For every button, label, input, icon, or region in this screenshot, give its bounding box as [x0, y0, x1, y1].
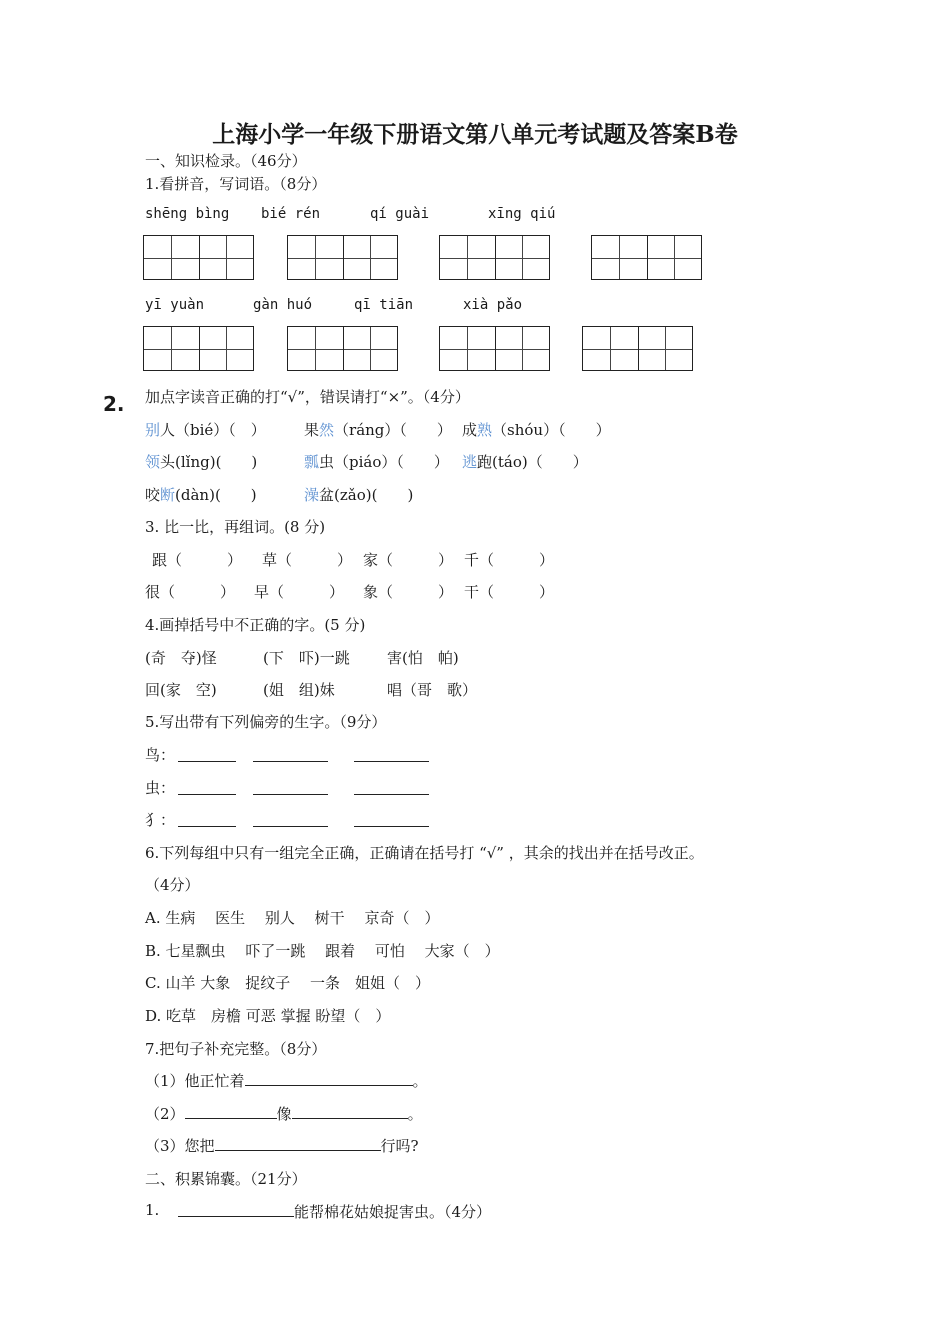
section-1-heading: 一、知识检录。（46分）: [145, 152, 307, 170]
q3-item: 象（ ）: [363, 583, 454, 601]
pinyin-2: bié rén: [261, 206, 321, 222]
answer-line[interactable]: [292, 1103, 408, 1119]
q3-item: 家（ ）: [363, 551, 454, 569]
q4-item: (奇 夺)怪: [145, 649, 217, 667]
q5-heading: 5.写出带有下列偏旁的生字。（9分）: [145, 713, 387, 731]
pinyin-4: xīng qiú: [488, 206, 556, 222]
q3-item: 跟（ ）: [152, 551, 243, 569]
writing-grid[interactable]: [439, 326, 550, 371]
answer-line[interactable]: [185, 1103, 277, 1119]
q4-item: (下 吓)一跳: [263, 649, 350, 667]
q5-label: 鸟：: [145, 746, 176, 764]
q5-label: 虫：: [145, 779, 176, 797]
writing-grid[interactable]: [591, 235, 702, 280]
answer-line[interactable]: [245, 1070, 413, 1086]
pinyin-7: qī tiān: [354, 297, 414, 313]
s2-q1-number: 1.: [145, 1201, 160, 1219]
q4-item: 害(怕 帕): [387, 649, 459, 667]
q3-item: 干（ ）: [464, 583, 555, 601]
q3-item: 草（ ）: [262, 551, 353, 569]
q4-item: 回(家 空): [145, 681, 217, 699]
q2-item: 澡盆(zǎo)( ): [304, 486, 414, 504]
q6-score: （4分）: [145, 876, 200, 894]
q4-item: 唱（哥 歌）: [387, 681, 478, 699]
q3-heading: 3. 比一比，再组词。(8 分): [145, 518, 326, 536]
answer-line[interactable]: [178, 826, 236, 827]
answer-line[interactable]: [178, 1201, 294, 1217]
page-title: 上海小学一年级下册语文第八单元考试题及答案B卷: [212, 121, 738, 148]
answer-line[interactable]: [178, 761, 236, 762]
section-2-heading: 二、积累锦囊。（21分）: [145, 1170, 307, 1188]
answer-line[interactable]: [354, 826, 429, 827]
q7-sentence-2: （2） 像 。: [145, 1105, 423, 1123]
q2-number: 2.: [103, 392, 125, 416]
q2-item: 咬断(dàn)( ): [145, 486, 257, 504]
writing-grid[interactable]: [143, 326, 254, 371]
q6-option: D. 吃草 房檐 可恶 掌握 盼望（ ）: [145, 1007, 391, 1025]
writing-grid[interactable]: [143, 235, 254, 280]
q6-heading: 6.下列每组中只有一组完全正确，正确请在括号打 “√” ，其余的找出并在括号改正。: [145, 844, 704, 862]
answer-line[interactable]: [354, 761, 429, 762]
answer-line[interactable]: [215, 1135, 381, 1151]
writing-grid[interactable]: [439, 235, 550, 280]
q2-item: 成熟（shóu）（ ）: [462, 421, 611, 439]
q2-item: 瓢虫（piáo）（ ）: [304, 453, 449, 471]
q4-item: (姐 组)妹: [263, 681, 335, 699]
q2-item: 领头(lǐng)( ): [145, 453, 258, 471]
pinyin-6: gàn huó: [253, 297, 313, 313]
q2-item: 逃跑(táo)（ ）: [462, 453, 588, 471]
pinyin-3: qí guài: [370, 206, 430, 222]
answer-line[interactable]: [253, 826, 328, 827]
q2-item: 别人（bié）（ ）: [145, 421, 266, 439]
answer-line[interactable]: [178, 794, 236, 795]
q2-heading: 加点字读音正确的打“√”，错误请打“×”。（4分）: [145, 388, 470, 406]
q6-option: B. 七星飘虫 吓了一跳 跟着 可怕 大家（ ）: [145, 942, 500, 960]
pinyin-1: shēng bìng: [145, 206, 230, 222]
q4-heading: 4.画掉括号中不正确的字。(5 分): [145, 616, 366, 634]
writing-grid[interactable]: [287, 235, 398, 280]
q2-item: 果然（ráng）（ ）: [304, 421, 452, 439]
q6-option: A. 生病 医生 别人 树干 京奇（ ）: [145, 909, 440, 927]
answer-line[interactable]: [253, 761, 328, 762]
q5-label: 犭：: [145, 811, 176, 829]
q3-item: 很（ ）: [145, 583, 236, 601]
writing-grid[interactable]: [582, 326, 693, 371]
q1-heading: 1.看拼音，写词语。（8分）: [145, 175, 327, 193]
pinyin-8: xià pǎo: [463, 297, 523, 313]
pinyin-5: yī yuàn: [145, 297, 205, 313]
q7-heading: 7.把句子补充完整。（8分）: [145, 1040, 327, 1058]
q7-sentence-1: （1）他正忙着 。: [145, 1072, 428, 1090]
s2-q1: 能帮棉花姑娘捉害虫。（4分）: [178, 1201, 491, 1222]
q3-item: 早（ ）: [254, 583, 345, 601]
q6-option: C. 山羊 大象 捉纹子 一条 姐姐（ ）: [145, 974, 431, 992]
answer-line[interactable]: [253, 794, 328, 795]
writing-grid[interactable]: [287, 326, 398, 371]
q7-sentence-3: （3）您把 行吗?: [145, 1137, 419, 1155]
q3-item: 千（ ）: [464, 551, 555, 569]
answer-line[interactable]: [354, 794, 429, 795]
